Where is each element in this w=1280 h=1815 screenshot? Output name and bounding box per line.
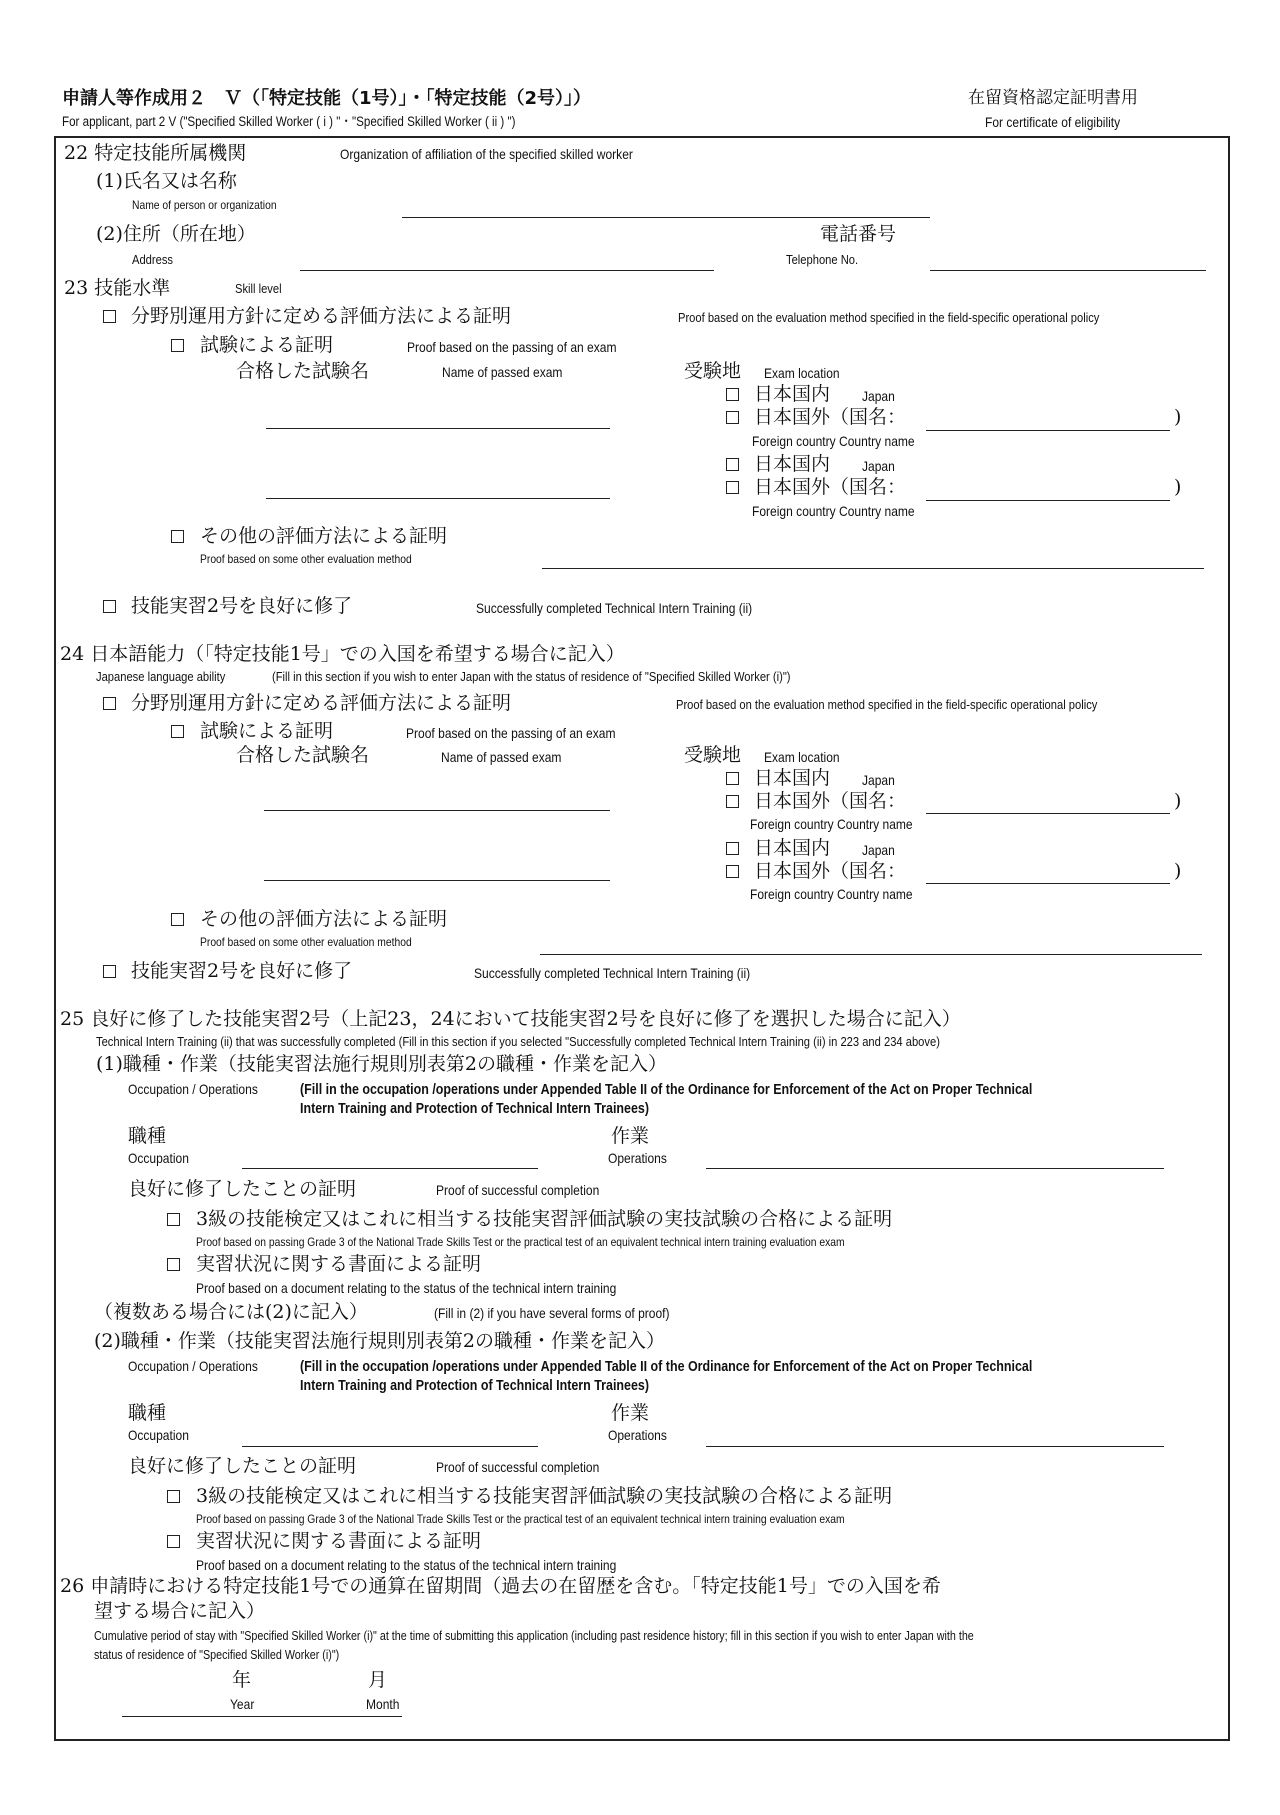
header-doc-en: For certificate of eligibility (985, 114, 1121, 130)
s25-doc-en-1: Proof based on a document relating to the status of the technical intern training (196, 1280, 617, 1296)
s23-foreign-en-1: Foreign country Country name (752, 433, 915, 449)
s24-country-field-1[interactable] (926, 813, 1170, 814)
s24-tit-checkbox[interactable] (103, 965, 116, 978)
s24-exam-name-field-1[interactable] (264, 810, 610, 811)
s23-tit-checkbox[interactable] (103, 600, 116, 613)
s23-japan-checkbox-1[interactable] (726, 388, 739, 401)
s25-sagyo-en-2: Operations (608, 1427, 667, 1443)
s24-other-checkbox[interactable] (171, 913, 184, 926)
s23-japan-checkbox-2[interactable] (726, 458, 739, 471)
s25-g3-jp-1: 3級の技能検定又はこれに相当する技能実習評価試験の実技試験の合格による証明 (196, 1208, 893, 1230)
s25-occ2-jp: (2)職種・作業（技能実習法施行規則別表第2の職種・作業を記入） (94, 1330, 666, 1352)
s25-operations-field-2[interactable] (706, 1446, 1164, 1447)
s23-opt1-jp: 分野別運用方針に定める評価方法による証明 (131, 305, 512, 327)
s22-name-field[interactable] (402, 217, 930, 218)
s23-opt1-en: Proof based on the evaluation method specified in the field-specific operational policy (678, 310, 1100, 325)
s25-title-jp: 25 良好に修了した技能実習2号（上記23，24において技能実習2号を良好に修了を選択した場合に記入） (60, 1008, 961, 1030)
s26-title-jp-2: 望する場合に記入） (94, 1600, 266, 1622)
s24-foreign-checkbox-2[interactable] (726, 865, 739, 878)
s25-shokushu-jp-2: 職種 (128, 1402, 167, 1424)
s23-close-paren-1: ) (1174, 406, 1182, 428)
s24-foreign-en-2: Foreign country Country name (750, 886, 913, 902)
s25-g3-checkbox-1[interactable] (167, 1213, 180, 1226)
s26-period-field[interactable] (122, 1716, 402, 1717)
s25-doc-checkbox-1[interactable] (167, 1258, 180, 1271)
s23-exam-en: Proof based on the passing of an exam (407, 339, 617, 355)
s24-close-paren-2: ) (1174, 860, 1182, 882)
s23-japan-jp-2: 日本国内 (754, 453, 831, 475)
s25-occ2-note1: (Fill in the occupation /operations under Appended Table II of the Ordinance for Enforcement of the Act on Proper Technical (300, 1359, 1033, 1375)
s24-foreign-jp-2: 日本国外（国名： (754, 860, 907, 882)
s24-exam-checkbox[interactable] (171, 725, 184, 738)
s24-title-en: Japanese language ability (96, 669, 226, 684)
s24-japan-jp-1: 日本国内 (754, 767, 831, 789)
s23-exam-name-field-1[interactable] (266, 428, 610, 429)
s23-japan-en-1: Japan (862, 388, 895, 404)
s24-foreign-jp-1: 日本国外（国名： (754, 790, 907, 812)
s25-doc-checkbox-2[interactable] (167, 1535, 180, 1548)
s23-other-field[interactable] (542, 568, 1204, 569)
s26-year-jp: 年 (232, 1669, 252, 1691)
s23-title-jp: 23 技能水準 (64, 277, 171, 299)
s23-foreign-jp-2: 日本国外（国名： (754, 476, 907, 498)
s25-proof-jp-1: 良好に修了したことの証明 (128, 1178, 357, 1200)
s25-occ2-note2: Intern Training and Protection of Technical Intern Trainees) (300, 1378, 649, 1394)
s26-title-jp-1: 26 申請時における特定技能1号での通算在留期間（過去の在留歴を含む。「特定技能1号」での入国を希 (60, 1575, 941, 1597)
s23-passed-jp: 合格した試験名 (236, 360, 370, 382)
s24-exam-en: Proof based on the passing of an exam (406, 725, 616, 741)
s23-passed-en: Name of passed exam (442, 364, 563, 380)
s22-name-en: Name of person or organization (132, 198, 277, 212)
s23-japan-jp-1: 日本国内 (754, 383, 831, 405)
s25-occupation-field-2[interactable] (242, 1446, 538, 1447)
s24-exam-jp: 試験による証明 (200, 720, 334, 742)
s22-address-field[interactable] (300, 270, 714, 271)
s25-title-en: Technical Intern Training (ii) that was successfully completed (Fill in this section if you selected "Successfully completed Technical Intern Training (ii) in 223 and 234 above) (96, 1034, 940, 1049)
s23-loc-jp: 受験地 (684, 360, 742, 382)
s24-country-field-2[interactable] (926, 883, 1170, 884)
s25-multi-en: (Fill in (2) if you have several forms of proof) (434, 1305, 670, 1321)
s24-tit-jp: 技能実習2号を良好に修了 (131, 960, 353, 982)
s26-year-en: Year (230, 1696, 255, 1712)
s23-other-jp: その他の評価方法による証明 (200, 525, 448, 547)
s26-month-en: Month (366, 1696, 400, 1712)
s24-passed-en: Name of passed exam (441, 749, 562, 765)
s23-other-checkbox[interactable] (171, 530, 184, 543)
s25-occupation-field-1[interactable] (242, 1168, 538, 1169)
s24-other-en: Proof based on some other evaluation method (200, 935, 412, 949)
s25-sagyo-en-1: Operations (608, 1150, 667, 1166)
s22-name-jp: (1)氏名又は名称 (96, 170, 237, 192)
s23-country-field-2[interactable] (926, 500, 1170, 501)
s25-occ1-jp: (1)職種・作業（技能実習法施行規則別表第2の職種・作業を記入） (96, 1053, 668, 1075)
s24-loc-jp: 受験地 (684, 744, 742, 766)
s23-tit-en: Successfully completed Technical Intern Training (ii) (476, 600, 753, 616)
s24-close-paren-1: ) (1174, 790, 1182, 812)
header-title-en: For applicant, part 2 V ("Specified Skilled Worker ( i ) "・"Specified Skilled Worker ( ii ) ") (62, 114, 516, 129)
s24-japan-checkbox-1[interactable] (726, 772, 739, 785)
s23-other-en: Proof based on some other evaluation method (200, 552, 412, 566)
s24-japan-en-2: Japan (862, 842, 895, 858)
s24-opt1-checkbox[interactable] (103, 697, 116, 710)
s23-foreign-checkbox-2[interactable] (726, 481, 739, 494)
s22-title-jp: 22 特定技能所属機関 (64, 142, 247, 164)
s23-opt1-checkbox[interactable] (103, 310, 116, 323)
s22-tel-field[interactable] (930, 270, 1206, 271)
s24-exam-name-field-2[interactable] (264, 880, 610, 881)
s24-opt1-en: Proof based on the evaluation method specified in the field-specific operational policy (676, 697, 1098, 712)
s24-passed-jp: 合格した試験名 (236, 744, 370, 766)
s25-shokushu-en-2: Occupation (128, 1427, 189, 1443)
s25-shokushu-en-1: Occupation (128, 1150, 189, 1166)
s24-japan-checkbox-2[interactable] (726, 842, 739, 855)
s23-exam-name-field-2[interactable] (266, 498, 610, 499)
s24-opt1-jp: 分野別運用方針に定める評価方法による証明 (131, 692, 512, 714)
s24-japan-en-1: Japan (862, 772, 895, 788)
s25-proof-jp-2: 良好に修了したことの証明 (128, 1455, 357, 1477)
s24-loc-en: Exam location (764, 749, 840, 765)
header-title-jp: 申請人等作成用２ Ｖ（「特定技能（1号）」・「特定技能（2号）」） (62, 88, 592, 109)
s24-other-field[interactable] (540, 954, 1202, 955)
s25-doc-jp-2: 実習状況に関する書面による証明 (196, 1530, 482, 1552)
s25-sagyo-jp-2: 作業 (611, 1402, 650, 1424)
s25-multi-jp: （複数ある場合には(2)に記入） (94, 1301, 368, 1323)
s22-address-jp: (2)住所（所在地） (96, 223, 256, 245)
s23-foreign-checkbox-1[interactable] (726, 411, 739, 424)
s22-tel-jp: 電話番号 (820, 223, 897, 245)
s25-g3-checkbox-2[interactable] (167, 1490, 180, 1503)
s22-address-en: Address (132, 252, 174, 267)
s25-occ1-note1: (Fill in the occupation /operations under Appended Table II of the Ordinance for Enforcement of the Act on Proper Technical (300, 1082, 1033, 1098)
s23-tit-jp: 技能実習2号を良好に修了 (131, 595, 353, 617)
s25-g3-en-2: Proof based on passing Grade 3 of the National Trade Skills Test or the practical test of an equivalent technical intern training evaluation exam (196, 1512, 845, 1526)
s24-title-note: (Fill in this section if you wish to enter Japan with the status of residence of "Specified Skilled Worker (i)") (272, 669, 791, 684)
s26-month-jp: 月 (368, 1669, 388, 1691)
s24-other-jp: その他の評価方法による証明 (200, 908, 448, 930)
s25-proof-en-1: Proof of successful completion (436, 1182, 600, 1198)
s23-close-paren-2: ) (1174, 476, 1182, 498)
s25-g3-en-1: Proof based on passing Grade 3 of the National Trade Skills Test or the practical test of an equivalent technical intern training evaluation exam (196, 1235, 845, 1249)
s25-shokushu-jp-1: 職種 (128, 1125, 167, 1147)
s24-japan-jp-2: 日本国内 (754, 837, 831, 859)
s23-title-en: Skill level (235, 281, 282, 296)
s23-country-field-1[interactable] (926, 430, 1170, 431)
s25-operations-field-1[interactable] (706, 1168, 1164, 1169)
s22-tel-en: Telephone No. (786, 252, 859, 267)
s23-loc-en: Exam location (764, 365, 840, 381)
header-doc-jp: 在留資格認定証明書用 (968, 88, 1138, 108)
s24-foreign-en-1: Foreign country Country name (750, 816, 913, 832)
s25-occ1-note2: Intern Training and Protection of Technical Intern Trainees) (300, 1101, 649, 1117)
s23-foreign-jp-1: 日本国外（国名： (754, 406, 907, 428)
s25-occ2-en: Occupation / Operations (128, 1358, 258, 1374)
s22-title-en: Organization of affiliation of the specified skilled worker (340, 146, 633, 162)
s25-proof-en-2: Proof of successful completion (436, 1459, 600, 1475)
s25-doc-jp-1: 実習状況に関する書面による証明 (196, 1253, 482, 1275)
s23-exam-jp: 試験による証明 (200, 334, 334, 356)
s24-tit-en: Successfully completed Technical Intern Training (ii) (474, 965, 751, 981)
s25-doc-en-2: Proof based on a document relating to the status of the technical intern training (196, 1557, 617, 1573)
s25-g3-jp-2: 3級の技能検定又はこれに相当する技能実習評価試験の実技試験の合格による証明 (196, 1485, 893, 1507)
s25-occ1-en: Occupation / Operations (128, 1081, 258, 1097)
s25-sagyo-jp-1: 作業 (611, 1125, 650, 1147)
s24-title-jp: 24 日本語能力（「特定技能1号」での入国を希望する場合に記入） (60, 643, 625, 665)
s24-foreign-checkbox-1[interactable] (726, 795, 739, 808)
s23-foreign-en-2: Foreign country Country name (752, 503, 915, 519)
s26-title-en-1: Cumulative period of stay with "Specified Skilled Worker (i)" at the time of submitting this application (including past residence history; fill in this section if you wish to enter Japan with the (94, 1629, 974, 1643)
s23-japan-en-2: Japan (862, 458, 895, 474)
s26-title-en-2: status of residence of "Specified Skilled Worker (i)") (94, 1648, 340, 1662)
s23-exam-checkbox[interactable] (171, 339, 184, 352)
